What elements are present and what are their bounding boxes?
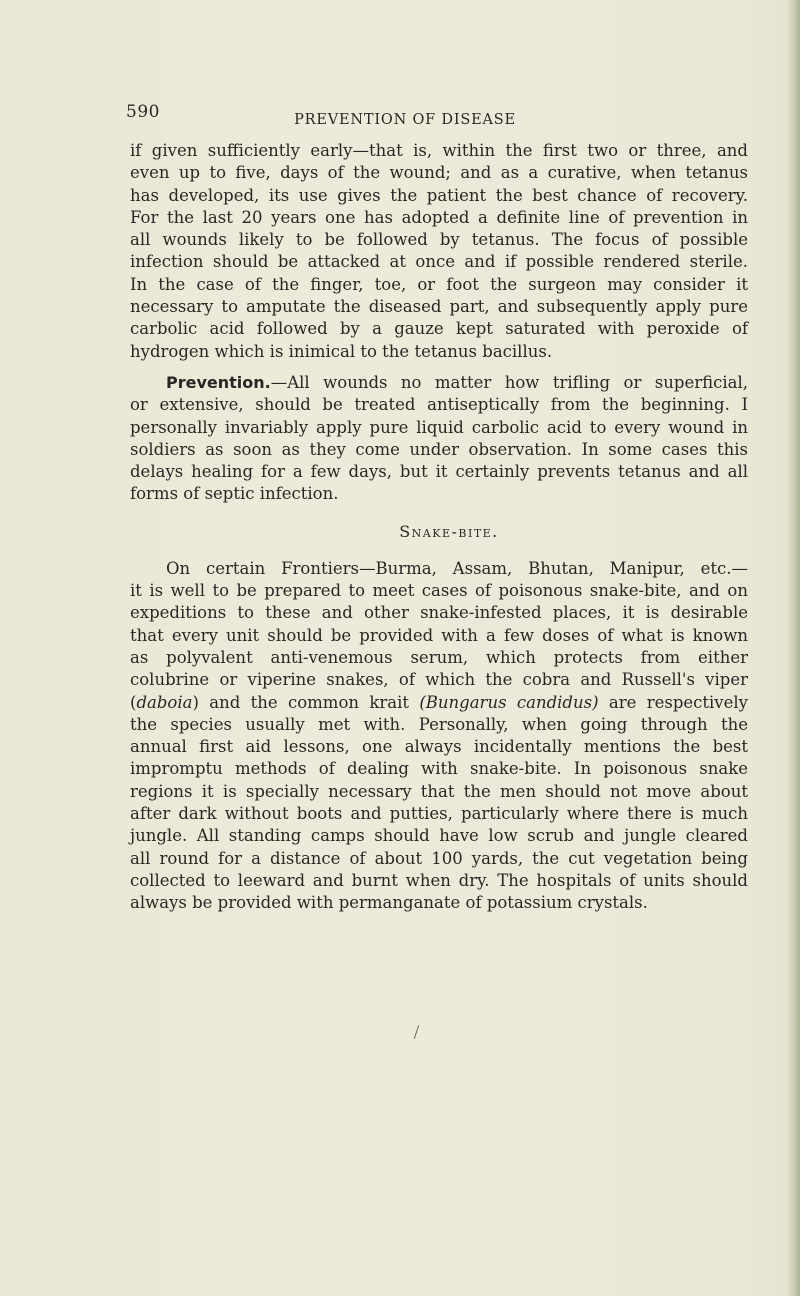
text-line: colubrine or viperine snakes, of which the cobra and Russell's viper [130,670,748,690]
italic-species-name: daboia [136,692,193,712]
text-line: carbolic acid followed by a gauze kept saturated with peroxide of [130,319,748,339]
text-span: ) and the common krait [192,692,420,712]
text-line: has developed, its use gives the patient the best chance of recovery. [130,185,748,205]
text-line: or extensive, should be treated antiseptically from the beginning. I [130,395,748,415]
text-line: expeditions to these and other snake-infested places, it is desirable [130,603,748,623]
text-line: On certain Frontiers—Burma, Assam, Bhutan, Manipur, etc.— [166,558,748,578]
text-line: that every unit should be provided with a few doses of what is known [130,625,748,645]
text-line: always be provided with permanganate of potassium crystals. [130,893,648,913]
text-line: In the case of the finger, toe, or foot the surgeon may consider it [130,274,748,294]
section-heading: Snake-bite. [399,521,499,541]
text-line: forms of septic infection. [130,484,339,504]
text-line [130,372,748,394]
text-span: —All wounds no matter how trifling or superficial, [270,372,748,392]
text-line: regions it is specially necessary that the men should not move about [130,781,748,801]
text-line: all wounds likely to be followed by tetanus. The focus of possible [130,230,748,250]
text-line: personally invariably apply pure liquid carbolic acid to every wound in [130,417,748,437]
text-line: soldiers as soon as they come under observation. In some cases this [130,439,748,459]
text-line: as polyvalent anti-venemous serum, which protects from either [130,647,748,667]
text-line: hydrogen which is inimical to the tetanus bacillus. [130,341,553,361]
text-line: infection should be attacked at once and if possible rendered sterile. [130,252,748,272]
text-line: impromptu methods of dealing with snake-bite. In poisonous snake [130,759,748,779]
text-line: necessary to amputate the diseased part, and subsequently apply pure [130,297,748,317]
text-line: after dark without boots and putties, particularly where there is much [130,804,748,824]
italic-species-name: (Bungarus candidus) [419,692,599,712]
text-line: if given sufficiently early—that is, within the first two or three, and [130,141,748,160]
text-line: the species usually met with. Personally, when going through the [130,714,748,734]
paragraph-prevention [130,372,748,506]
text-line: jungle. All standing camps should have low scrub and jungle cleared [130,826,748,846]
text-line: all round for a distance of about 100 yards, the cut vegetation being [130,848,748,868]
stray-pencil-mark [414,1025,419,1039]
page-number: 590 [126,102,160,122]
paragraph-snake-bite [130,558,748,915]
running-head: PREVENTION OF DISEASE [294,112,516,128]
text-line: collected to leeward and burnt when dry. The hospitals of units should [130,870,748,890]
paragraph-tetanus-treatment [130,140,748,363]
text-span: are respectively [598,692,748,712]
text-line: delays healing for a few days, but it certainly prevents tetanus and all [130,462,748,482]
text-line [130,692,748,714]
text-line: even up to five, days of the wound; and as a curative, when tetanus [130,163,748,183]
text-line: it is well to be prepared to meet cases of poisonous snake-bite, and on [130,581,748,601]
run-in-heading: Prevention. [166,372,271,392]
text-span: ( [130,692,137,712]
page-edge-shadow [786,0,800,1296]
text-line: annual first aid lessons, one always incidentally mentions the best [130,737,748,757]
body-text [130,140,748,915]
text-line: For the last 20 years one has adopted a definite line of prevention in [130,207,748,227]
